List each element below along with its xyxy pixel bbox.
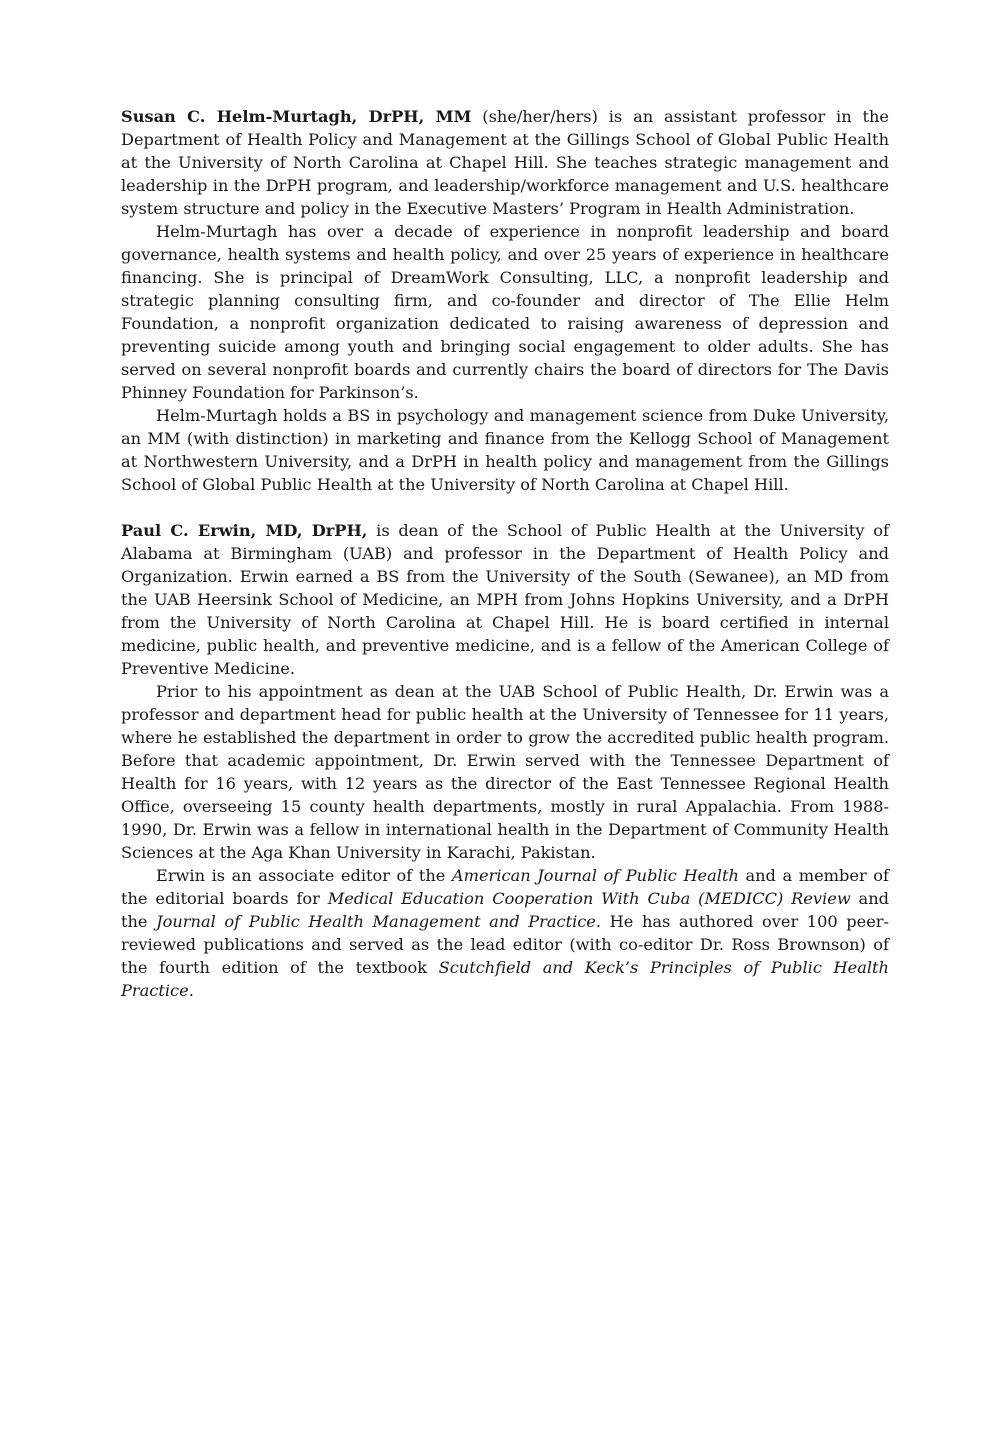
bio-paragraph — [121, 220, 889, 404]
journal-title: Medical Education Cooperation With Cuba (MEDICC) Review — [327, 889, 851, 908]
text-run: and the — [121, 889, 889, 931]
text-run: . He has authored over 100 peer-reviewed publications and served as the lead editor (with co-editor Dr. Ross Brownson) of the fourth edition of the textbook — [121, 912, 890, 977]
book-title: Scutchfield and Keck’s Principles of Public Health Practice — [121, 958, 889, 1000]
text-run: and a member of the editorial boards for — [121, 866, 890, 908]
text-run: Erwin is an associate editor of the — [156, 866, 452, 885]
bio-paragraph — [121, 404, 889, 496]
bio-paragraph — [121, 519, 889, 680]
bio-helm-murtagh — [121, 105, 889, 496]
author-name: Paul C. Erwin, MD, DrPH, — [121, 521, 368, 540]
bio-paragraph — [121, 864, 889, 1002]
text-run: Prior to his appointment as dean at the UAB School of Public Health, Dr. Erwin was a professor and department head for public health at the University of Tennessee for 11 years, where he established the department in order to grow the accredited public health program. Before that academic appointment, Dr. Erwin served with the Tennessee Department of Health for 16 years, with 12 years as the director of the East Tennessee Regional Health Office, overseeing 15 county health departments, mostly in rural Appalachia. From 1988-1990, Dr. Erwin was a fellow in international health in the Department of Community Health Sciences at the Aga Khan University in Karachi, Pakistan. — [121, 682, 889, 862]
text-run: (she/her/hers) is an assistant professor in the Department of Health Policy and Management at the Gillings School of Global Public Health at the University of North Carolina at Chapel Hill. She teaches strategic management and leadership in the DrPH program, and leadership/workforce management and U.S. healthcare system structure and policy in the Executive Masters’ Program in Health Administration. — [121, 107, 890, 218]
text-run: Helm-Murtagh has over a decade of experience in nonprofit leadership and board governance, health systems and health policy, and over 25 years of experience in healthcare financing. She is principal of DreamWork Consulting, LLC, a nonprofit leadership and strategic planning consulting firm, and co-founder and director of The Ellie Helm Foundation, a nonprofit organization dedicated to raising awareness of depression and preventing suicide among youth and bringing social engagement to older adults. She has served on several nonprofit boards and currently chairs the board of directors for The Davis Phinney Foundation for Parkinson’s. — [121, 222, 889, 402]
journal-title: American Journal of Public Health — [451, 866, 739, 885]
text-run: is dean of the School of Public Health at the University of Alabama at Birmingham (UAB) and professor in the Department of Health Policy and Organization. Erwin earned a BS from the University of the South (Sewanee), an MD from the UAB Heersink School of Medicine, an MPH from Johns Hopkins University, and a DrPH from the University of North Carolina at Chapel Hill. He is board certified in internal medicine, public health, and preventive medicine, and is a fellow of the American College of Preventive Medicine. — [121, 521, 889, 678]
page-body — [121, 105, 889, 1002]
bio-paragraph — [121, 105, 889, 220]
text-run: Helm-Murtagh holds a BS in psychology and management science from Duke University, an MM (with distinction) in marketing and finance from the Kellogg School of Management at Northwestern University, and a DrPH in health policy and management from the Gillings School of Global Public Health at the University of North Carolina at Chapel Hill. — [121, 406, 889, 494]
author-name: Susan C. Helm-Murtagh, DrPH, MM — [121, 107, 472, 126]
bio-erwin — [121, 519, 889, 1002]
text-run: . — [188, 981, 194, 1000]
journal-title: Journal of Public Health Management and Practice — [156, 912, 596, 931]
bio-paragraph — [121, 680, 889, 864]
